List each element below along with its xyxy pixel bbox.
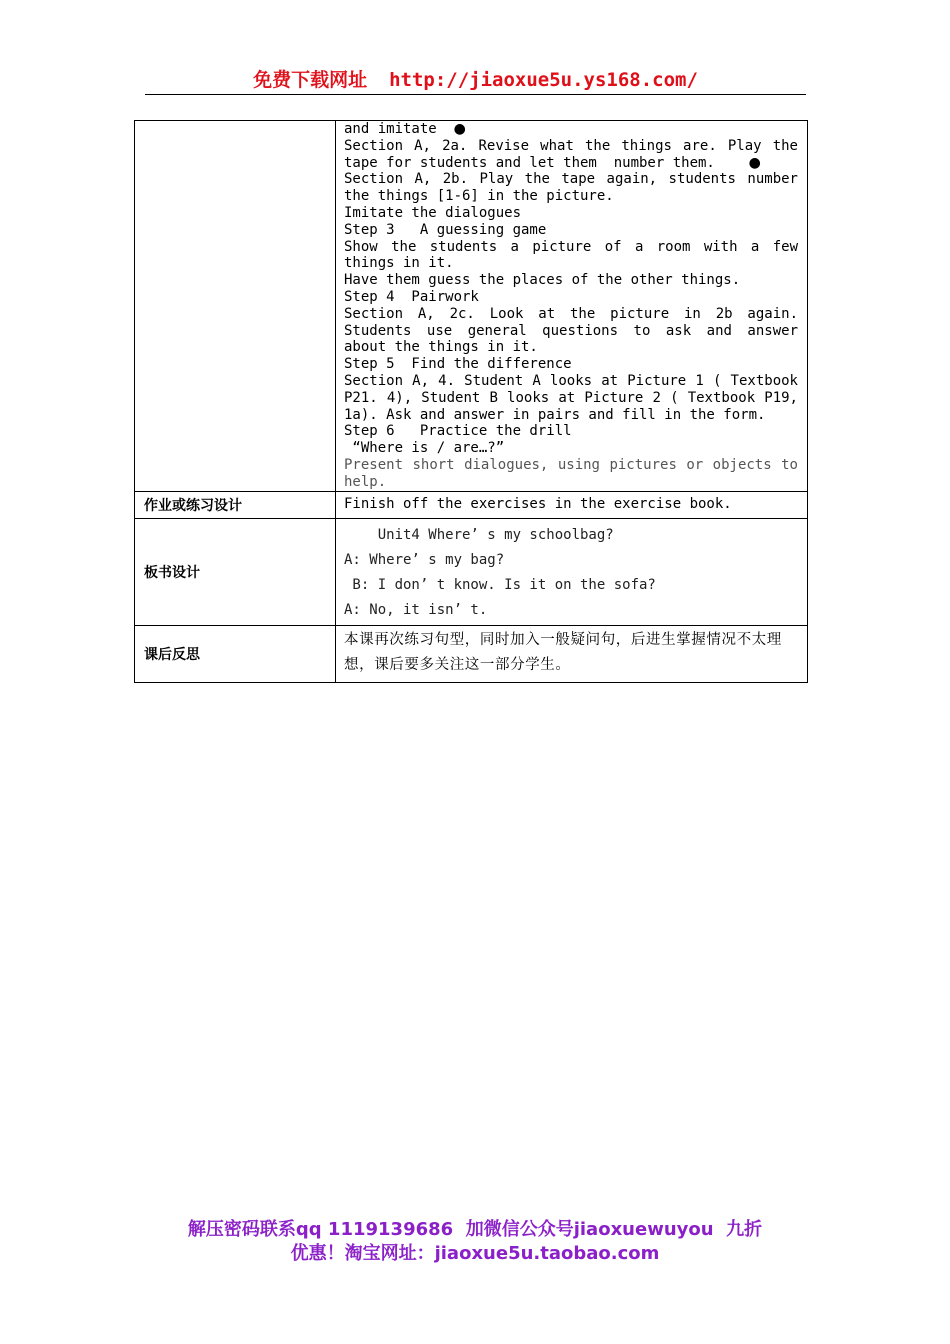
process-line-22: help. [344,473,387,490]
homework-label: 作业或练习设计 [135,491,336,518]
process-line-13: Students use general questions to ask and answer [344,322,798,339]
process-line-10: Have them guess the places of the other things. [344,272,741,289]
process-line-16: Section A, 4. Student A looks at Picture 1 ( Textbook [344,372,798,389]
board-row [135,518,808,625]
board-content-cell [336,518,808,625]
reflection-label: 课后反思 [135,625,336,682]
process-line-17: P21. 4), Student B looks at Picture 2 ( Textbook P19, [344,389,798,406]
footer-wechat-label: 加微信公众号 [465,1219,574,1240]
process-line-6: Imitate the dialogues [344,204,522,221]
process-line-3: tape for students and let them number them. ● [344,154,761,171]
process-content-cell [336,121,808,492]
footer-taobao-link[interactable]: jiaoxue5u.taobao.com [434,1243,660,1264]
process-line-9: things in it. [344,255,454,272]
board-label: 板书设计 [135,518,336,625]
footer-contact [0,1218,950,1266]
step-5-heading: Step 5 Find the difference [344,356,572,373]
process-line-5: the things [1-6] in the picture. [344,188,614,205]
process-line-12: Section A, 2c. Look at the picture in 2b again. [344,305,798,322]
process-line-18: 1a). Ask and answer in pairs and fill in the form. [344,406,766,423]
footer-taobao-label: 优惠！淘宝网址： [290,1243,435,1264]
step-4-heading: Step 4 Pairwork [344,288,479,305]
footer-discount: 九折 [726,1219,763,1240]
footer-password-label: 解压密码联系 [187,1219,296,1240]
homework-row [135,491,808,518]
header-url-link[interactable]: http://jiaoxue5u.ys168.com/ [389,69,698,91]
homework-content-cell [336,491,808,518]
footer-qq: qq 1119139686 [295,1219,454,1240]
process-row [135,121,808,492]
homework-text: Finish off the exercises in the exercise book. [344,496,732,513]
process-line-4: Section A, 2b. Play the tape again, students number [344,171,798,188]
bullet-icon: ● [453,121,466,137]
process-line-21: Present short dialogues, using pictures or objects to [344,456,798,473]
reflection-row [135,625,808,682]
process-line-8: Show the students a picture of a room with a few [344,238,798,255]
download-header [145,66,806,95]
process-line-1: and imitate ● [344,121,466,137]
process-line-14: about the things in it. [344,339,538,356]
footer-wechat-id: jiaoxuewuyou [573,1219,714,1240]
lesson-plan-table [134,120,808,683]
board-title: Unit4 Where’ s my schoolbag? [344,526,614,543]
reflection-content-cell [336,625,808,682]
process-line-2: Section A, 2a. Revise what the things are. Play the [344,137,798,154]
reflection-text: 本课再次练习句型，同时加入一般疑问句，后进生掌握情况不太理想，课后要多关注这一部分学生。 [344,631,782,673]
footer-line-2 [0,1242,950,1266]
board-line-b: B: I don’ t know. Is it on the sofa? [344,576,656,593]
process-line-20: “Where is / are…?” [344,440,505,457]
board-line-a1: A: Where’ s my bag? [344,551,505,568]
step-3-heading: Step 3 A guessing game [344,221,547,238]
step-6-heading: Step 6 Practice the drill [344,423,572,440]
board-design [336,519,807,625]
board-line-a2: A: No, it isn’ t. [344,601,488,618]
teaching-process [336,121,807,491]
header-label: 免费下载网址 [253,69,368,91]
process-label-cell [135,121,336,492]
footer-line-1 [0,1218,950,1242]
bullet-icon: ● [748,154,761,171]
